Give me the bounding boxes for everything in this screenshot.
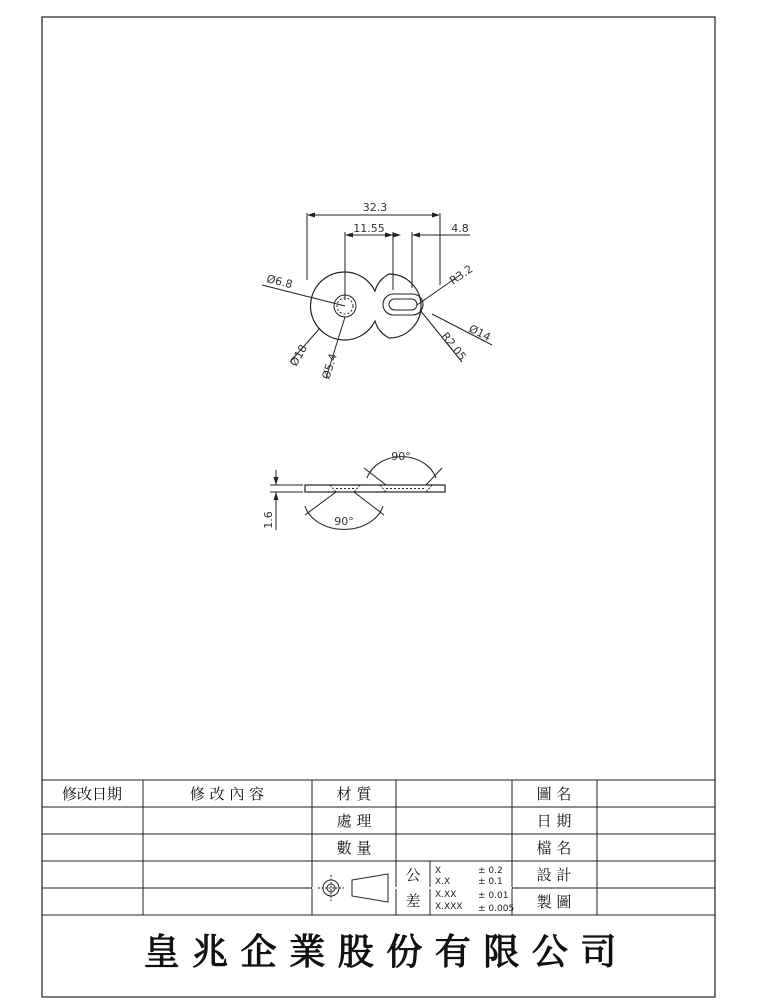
tol-value-1: ± 0.1 <box>478 877 503 887</box>
dim-overall-label: 32.3 <box>362 201 388 214</box>
dia-left-lobe-label: Ø18 <box>287 342 310 369</box>
thickness-label: 1.6 <box>262 511 275 529</box>
tol-value-0: ± 0.2 <box>478 866 503 876</box>
angle-bottom-label: 90° <box>334 515 354 528</box>
file-name-label: 檔 名 <box>536 839 572 857</box>
rev-date-label: 修改日期 <box>61 785 123 803</box>
design-label: 設 計 <box>536 866 572 884</box>
tol-value-3: ± 0.005 <box>478 904 515 914</box>
part-outline <box>311 272 421 340</box>
company-name: 皇 兆 企 業 股 份 有 限 公 司 <box>143 931 617 973</box>
dim-center-offset <box>345 232 393 300</box>
dia-hole-inner-label: Ø5.4 <box>319 352 340 381</box>
quantity-label: 數 量 <box>336 839 372 857</box>
angle-top-label: 90° <box>391 450 411 463</box>
rev-content-label: 修 改 內 容 <box>189 785 265 803</box>
drafter-label: 製 圖 <box>536 893 572 911</box>
tol-format-1: X.X <box>435 877 451 887</box>
tol-format-3: X.XXX <box>435 902 463 912</box>
side-view <box>270 457 445 530</box>
dim-right-gap-label: 4.8 <box>451 222 469 235</box>
material-label: 材 質 <box>336 785 372 803</box>
tolerance-label-1: 公 <box>405 866 421 884</box>
drawing-name-label: 圖 名 <box>536 785 572 803</box>
radius-slot-inner-label: R2.05 <box>438 329 469 364</box>
date-label: 日 期 <box>536 812 572 830</box>
title-block <box>42 780 715 915</box>
tol-format-2: X.XX <box>435 890 457 900</box>
tolerance-label-2: 差 <box>405 892 421 910</box>
dim-center-offset-label: 11.55 <box>353 222 385 235</box>
radius-slot-label: R3.2 <box>447 262 476 288</box>
tol-value-2: ± 0.01 <box>478 891 509 901</box>
treatment-label: 處 理 <box>336 812 372 830</box>
dia-right-lobe-label: Ø14 <box>466 322 493 344</box>
tol-format-0: X <box>435 866 442 876</box>
dia-hole-outer-label: Ø6.8 <box>265 272 294 292</box>
slot-inner <box>389 299 417 310</box>
